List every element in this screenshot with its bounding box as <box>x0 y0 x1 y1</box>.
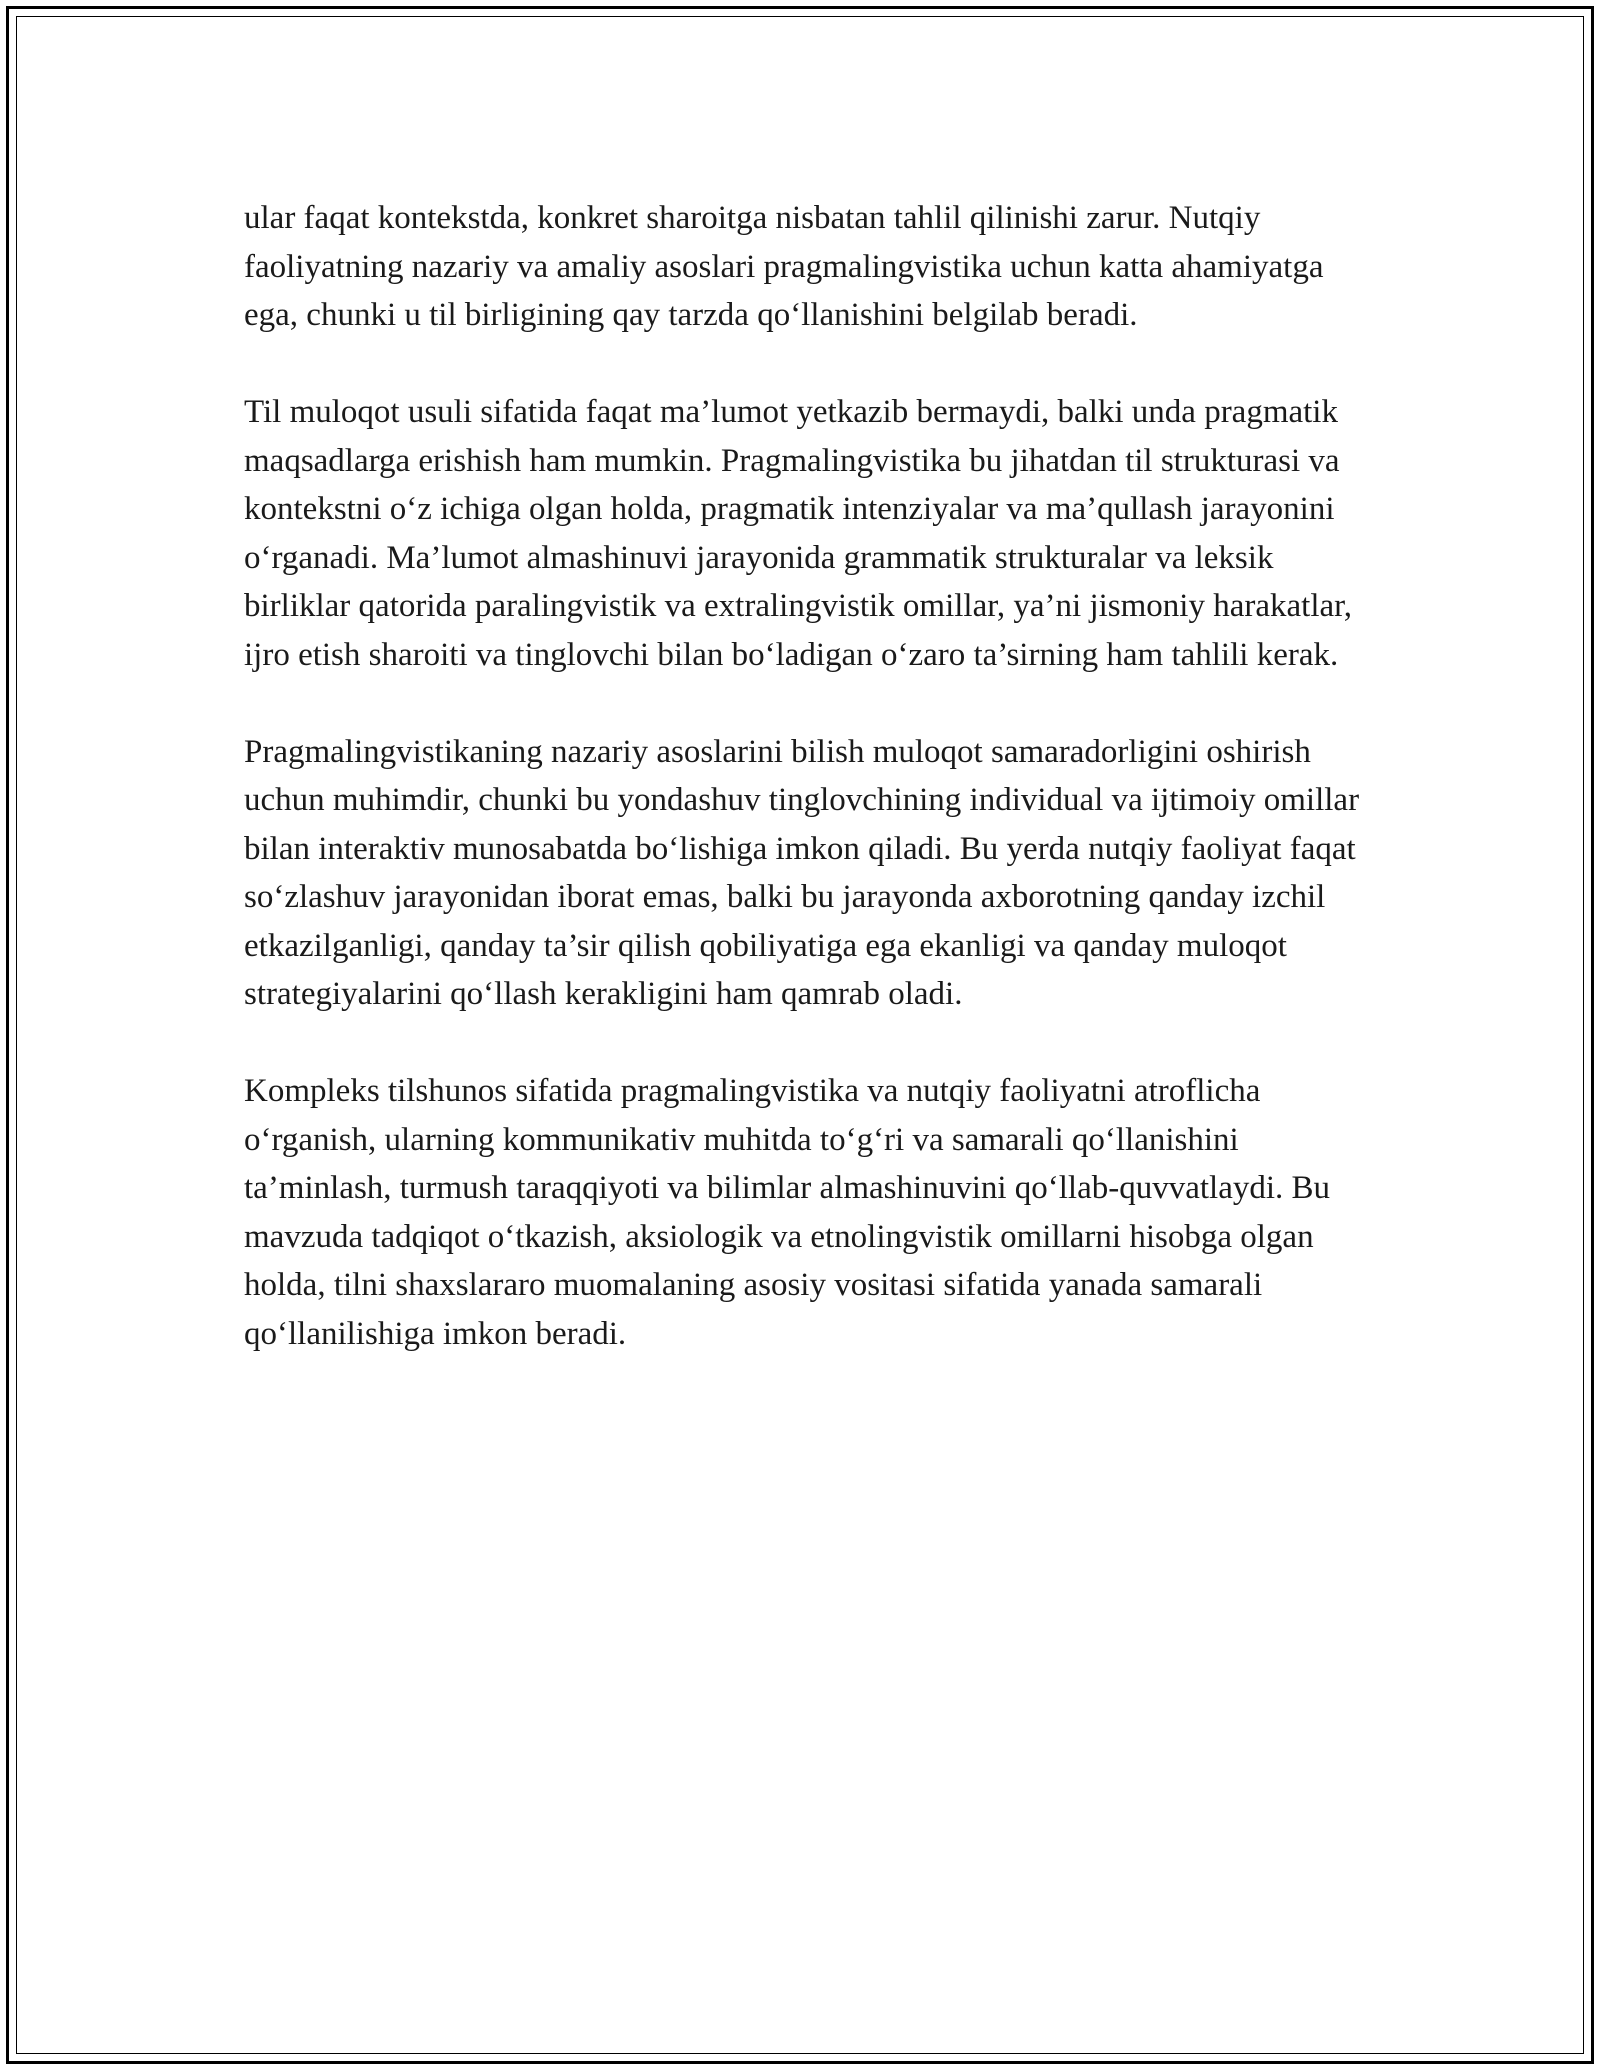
document-body <box>244 194 1384 1407</box>
paragraph-2: Til muloqot usuli sifatida faqat ma’lumot yetkazib bermaydi, balki unda pragmatik maqsadlarga erishish ham mumkin. Pragmalingvistika bu jihatdan til strukturasi va kontekstni o‘z ichiga olgan holda, pragmatik intenziyalar va ma’qullash jarayonini o‘rganadi. Ma’lumot almashinuvi jarayonida grammatik strukturalar va leksik birliklar qatorida paralingvistik va extralingvistik omillar, ya’ni jismoniy harakatlar, ijro etish sharoiti va tinglovchi bilan bo‘ladigan o‘zaro ta’sirning ham tahlili kerak. <box>244 394 1353 673</box>
paragraph-1: ular faqat kontekstda, konkret sharoitga nisbatan tahlil qilinishi zarur. Nutqiy faoliyatning nazariy va amaliy asoslari pragmalingvistika uchun katta ahamiyatga ega, chunki u til birligining qay tarzda qo‘llanishini belgilab beradi. <box>244 200 1324 333</box>
page-frame <box>6 6 1594 2064</box>
paragraph-4: Kompleks tilshunos sifatida pragmalingvistika va nutqiy faoliyatni atroflicha o‘rganish, ularning kommunikativ muhitda to‘g‘ri va samarali qo‘llanishini ta’minlash, turmush taraqqiyoti va bilimlar almashinuvini qo‘llab-quvvatlaydi. Bu mavzuda tadqiqot o‘tkazish, aksiologik va etnolingvistik omillarni hisobga olgan holda, tilni shaxslararo muomalaning asosiy vositasi sifatida yanada samarali qo‘llanilishiga imkon beradi. <box>244 1073 1331 1352</box>
paragraph-3: Pragmalingvistikaning nazariy asoslarini bilish muloqot samaradorligini oshirish uchun muhimdir, chunki bu yondashuv tinglovchining individual va ijtimoiy omillar bilan interaktiv munosabatda bo‘lishiga imkon qiladi. Bu yerda nutqiy faoliyat faqat so‘zlashuv jarayonidan iborat emas, balki bu jarayonda axborotning qanday izchil etkazilganligi, qanday ta’sir qilish qobiliyatiga ega ekanligi va qanday muloqot strategiyalarini qo‘llash kerakligini ham qamrab oladi. <box>244 733 1360 1012</box>
